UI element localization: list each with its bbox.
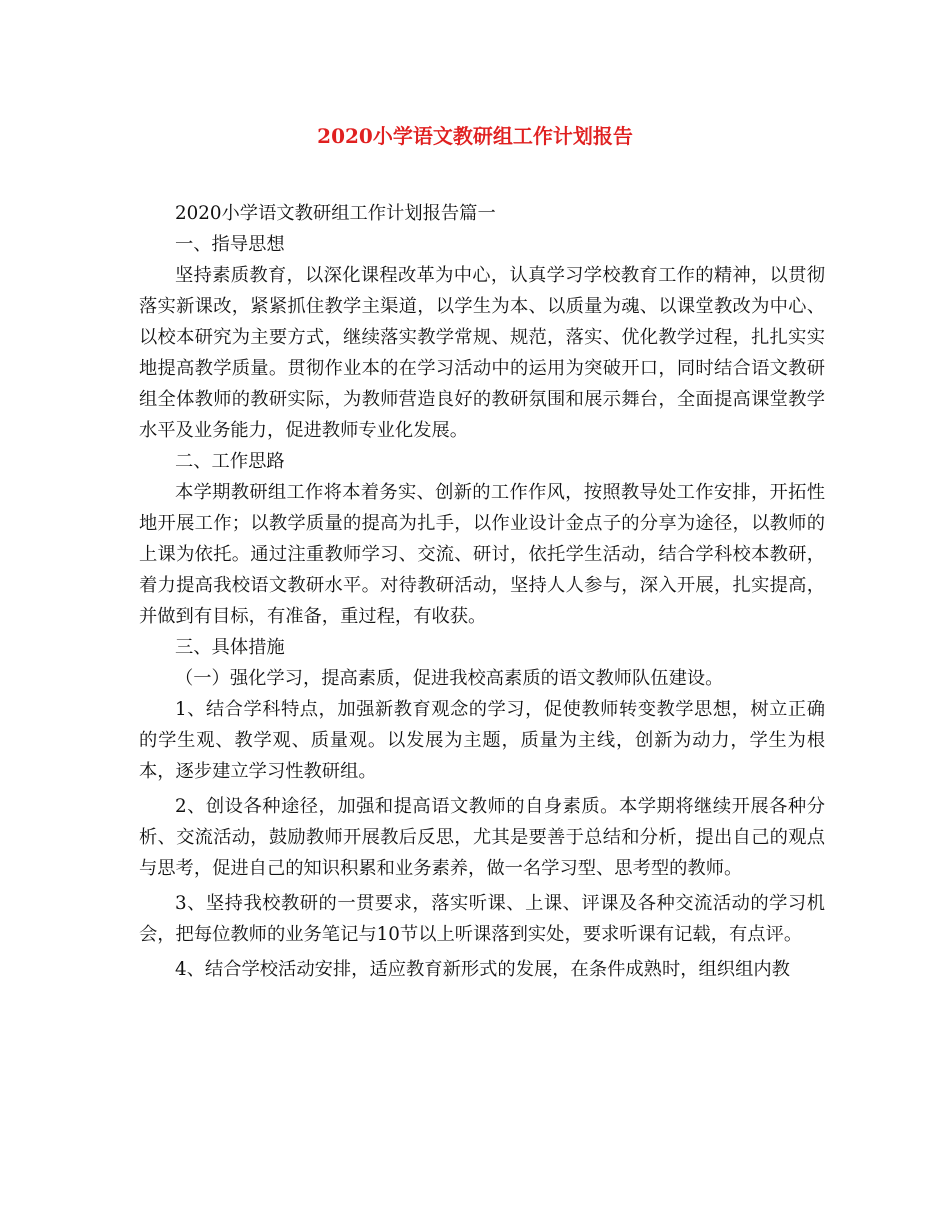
subtitle-line: 2020小学语文教研组工作计划报告篇一 xyxy=(175,203,496,224)
section-3-item-4: 4、结合学校活动安排，适应教育新形式的发展，在条件成熟时，组织组内教 xyxy=(175,959,790,980)
section-3-heading: 三、具体措施 xyxy=(175,637,285,658)
section-3-subheading-1: （一）强化学习，提高素质，促进我校高素质的语文教师队伍建设。 xyxy=(175,668,724,689)
document-body xyxy=(139,198,825,985)
section-2-heading: 二、工作思路 xyxy=(175,451,285,472)
document-title: 2020小学语文教研组工作计划报告 xyxy=(317,124,633,148)
section-3-item-2: 2、创设各种途径，加强和提高语文教师的自身素质。本学期将继续开展各种分析、交流活动，鼓励教师开展教后反思，尤其是要善于总结和分析，提出自己的观点与思考，促进自己的知识积累和业务素养，做一名学习型、思考型的教师。 xyxy=(139,796,825,879)
section-3-item-1: 1、结合学科特点，加强新教育观念的学习，促使教师转变教学思想，树立正确的学生观、教学观、质量观。以发展为主题，质量为主线，创新为动力，学生为根本，逐步建立学习性教研组。 xyxy=(139,699,825,782)
section-3-item-3: 3、坚持我校教研的一贯要求，落实听课、上课、评课及各种交流活动的学习机会，把每位教师的业务笔记与10节以上听课落到实处，要求听课有记载，有点评。 xyxy=(139,893,825,945)
section-1-paragraph: 坚持素质教育，以深化课程改革为中心，认真学习学校教育工作的精神，以贯彻落实新课改，紧紧抓住教学主渠道，以学生为本、以质量为魂、以课堂教改为中心、以校本研究为主要方式，继续落实教学常规、规范，落实、优化教学过程，扎扎实实地提高教学质量。贯彻作业本的在学习活动中的运用为突破开口，同时结合语文教研组全体教师的教研实际，为教师营造良好的教研氛围和展示舞台，全面提高课堂教学水平及业务能力，促进教师专业化发展。 xyxy=(139,265,825,441)
section-2-paragraph: 本学期教研组工作将本着务实、创新的工作作风，按照教导处工作安排，开拓性地开展工作；以教学质量的提高为扎手，以作业设计金点子的分享为途径，以教师的上课为依托。通过注重教师学习、交流、研讨，依托学生活动，结合学科校本教研，着力提高我校语文教研水平。对待教研活动，坚持人人参与，深入开展，扎实提高，并做到有目标，有准备，重过程，有收获。 xyxy=(139,482,825,627)
section-1-heading: 一、指导思想 xyxy=(175,234,285,255)
